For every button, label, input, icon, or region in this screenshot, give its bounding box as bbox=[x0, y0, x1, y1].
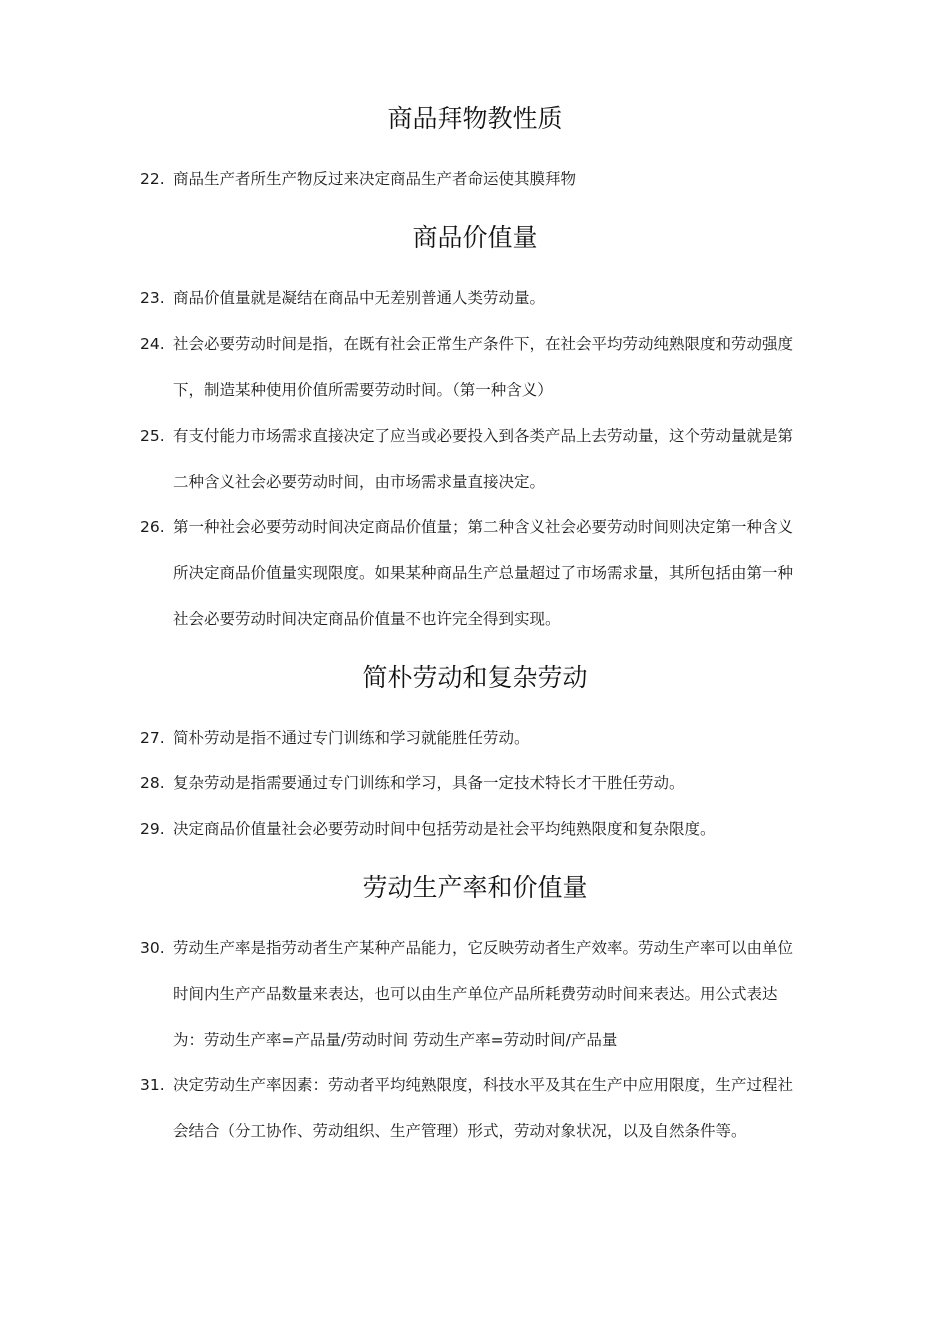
item-number: 24. bbox=[140, 335, 165, 353]
list-item bbox=[140, 413, 800, 505]
section-heading: 商品拜物教性质 bbox=[387, 104, 563, 133]
list-item bbox=[140, 1062, 800, 1154]
item-number: 22. bbox=[140, 170, 165, 188]
item-number: 30. bbox=[140, 939, 165, 957]
list-item bbox=[140, 321, 800, 413]
item-text: 决定商品价值量社会必要劳动时间中包括劳动是社会平均纯熟限度和复杂限度。 bbox=[173, 820, 716, 838]
item-text: 社会必要劳动时间是指，在既有社会正常生产条件下，在社会平均劳动纯熟限度和劳动强度下，制造某种使用价值所需要劳动时间。（第一种含义） bbox=[173, 335, 794, 399]
list-item bbox=[140, 715, 800, 761]
item-text: 有支付能力市场需求直接决定了应当或必要投入到各类产品上去劳动量，这个劳动量就是第二种含义社会必要劳动时间，由市场需求量直接决定。 bbox=[173, 427, 794, 491]
section-heading: 劳动生产率和价值量 bbox=[362, 873, 588, 902]
item-text: 第一种社会必要劳动时间决定商品价值量；第二种含义社会必要劳动时间则决定第一种含义所决定商品价值量实现限度。如果某种商品生产总量超过了市场需求量，其所包括由第一种社会必要劳动时间决定商品价值量不也许完全得到实现。 bbox=[173, 518, 794, 628]
item-number: 26. bbox=[140, 518, 165, 536]
list-item bbox=[140, 275, 800, 321]
item-text: 商品价值量就是凝结在商品中无差别普通人类劳动量。 bbox=[173, 289, 546, 307]
item-text: 商品生产者所生产物反过来决定商品生产者命运使其膜拜物 bbox=[173, 170, 577, 188]
section-heading: 简朴劳动和复杂劳动 bbox=[362, 663, 588, 692]
item-number: 25. bbox=[140, 427, 165, 445]
item-text: 劳动生产率是指劳动者生产某种产品能力，它反映劳动者生产效率。劳动生产率可以由单位时间内生产产品数量来表达，也可以由生产单位产品所耗费劳动时间来表达。用公式表达为：劳动生产率=产品量/劳动时间 劳动生产率=劳动时间/产品量 bbox=[173, 939, 794, 1049]
item-text: 决定劳动生产率因素：劳动者平均纯熟限度，科技水平及其在生产中应用限度，生产过程社会结合（分工协作、劳动组织、生产管理）形式，劳动对象状况，以及自然条件等。 bbox=[173, 1076, 794, 1140]
item-number: 31. bbox=[140, 1076, 165, 1094]
item-text: 复杂劳动是指需要通过专门训练和学习，具备一定技术特长才干胜任劳动。 bbox=[173, 774, 685, 792]
item-number: 29. bbox=[140, 820, 165, 838]
list-item bbox=[140, 806, 800, 852]
item-text: 简朴劳动是指不通过专门训练和学习就能胜任劳动。 bbox=[173, 729, 530, 747]
list-item bbox=[140, 760, 800, 806]
list-item bbox=[140, 925, 800, 1063]
section-heading: 商品价值量 bbox=[412, 223, 538, 252]
item-number: 23. bbox=[140, 289, 165, 307]
list-item bbox=[140, 156, 800, 202]
item-number: 28. bbox=[140, 774, 165, 792]
item-number: 27. bbox=[140, 729, 165, 747]
list-item bbox=[140, 504, 800, 642]
